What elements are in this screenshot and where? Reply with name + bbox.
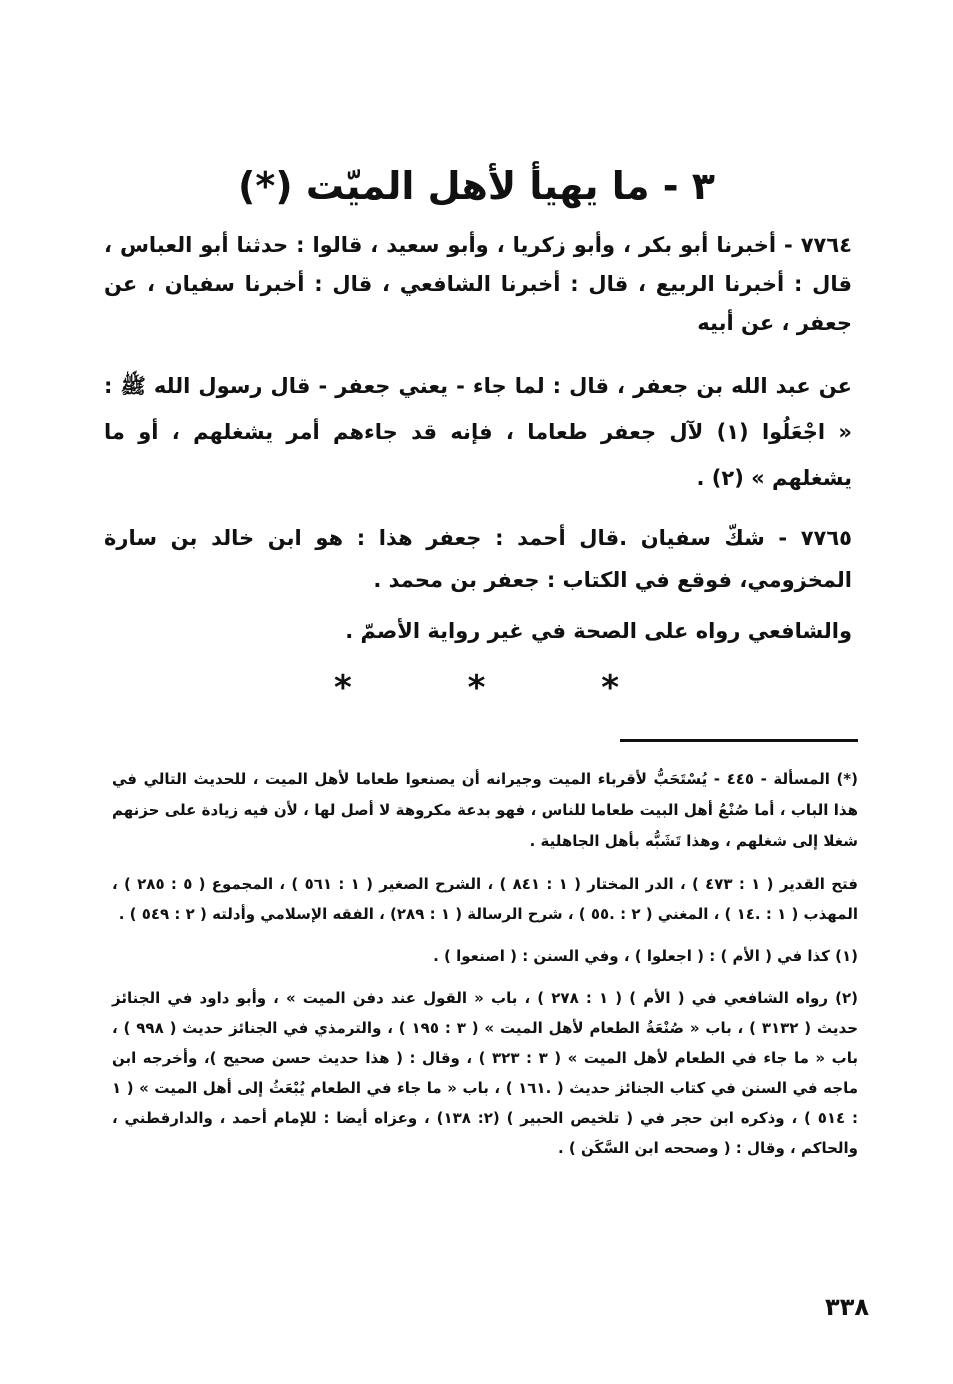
hadith-7765-note: والشافعي رواه على الصحة في غير رواية الأصمّ . [345,619,852,643]
hadith-7764-matn: عن عبد الله بن جعفر ، قال : لما جاء - يعني جعفر - قال رسول الله ﷺ : « اجْعَلُوا (١) لآل جعفر طعاما ، فإنه قد جاءهم أمر يشغلهم ، أو ما يشغلهم » (٢) . [104,374,852,490]
footnote-2: (٢) رواه الشافعي في ( الأم ) ( ١ : ٢٧٨ ) ، باب « القول عند دفن الميت » ، وأبو داود في الجنائز حديث ( ٣١٣٢ ) ، باب « صُنْعَةُ الطعام لأهل الميت » ( ٣ : ١٩٥ ) ، والترمذي في الجنائز حديث ( ٩٩٨ ) ، باب « ما جاء في الطعام لأهل الميت » ( ٣ : ٣٢٣ ) ، وقال : ( هذا حديث حسن صحيح )، وأخرجه ابن ماجه في السنن في كتاب الجنائز حديث ( .١٦١ ) ، باب « ما جاء في الطعام يُبْعَثُ إلى أهل الميت » ( ١ : ٥١٤ ) ، وذكره ابن حجر في ( تلخيص الحبير ) (٢: ١٣٨) ، وعزاه أيضا : للإمام أحمد ، والدارقطني ، والحاكم ، وقال : ( وصححه ابن السَّكَن ) . [112,989,859,1157]
page-number: ٣٣٨ [825,1293,869,1321]
footnote-1: (١) كذا في ( الأم ) : ( اجعلوا ) ، وفي السنن : ( اصنعوا ) . [433,947,858,965]
footnotes [112,764,858,1163]
footnote-star: (*) المسألة - ٤٤٥ - يُسْتَحَبُّ لأقرباء الميت وجيرانه أن يصنعوا طعاما لأهل الميت ، للحديث التالي في هذا الباب ، أما صُنْعُ أهل البيت طعاما للناس ، فهو بدعة مكروهة لا أصل لها ، لأن فيه زيادة على حزنهم شغلا إلى شغلهم ، وهذا تَشَبُّه بأهل الجاهلية . [112,770,859,850]
section-separator: * * * [333,668,671,708]
footnote-star-references: فتح القدير ( ١ : ٤٧٣ ) ، الدر المختار ( ١ : ٨٤١ ) ، الشرح الصغير ( ١ : ٥٦١ ) ، المجموع ( ٥ : ٢٨٥ ) ، المهذب ( ١ : .١٤ ) ، المغني ( ٢ : .٥٥ ) ، شرح الرسالة ( ١ : ٢٨٩) ، الفقه الإسلامي وأدلته ( ٢ : ٥٤٩ ) . [112,875,858,923]
chapter-title: ٣ - ما يهيأ لأهل الميّت (*) [238,164,715,208]
hadith-7765: ٧٧٦٥ - شكّ سفيان .قال أحمد : جعفر هذا : هو ابن خالد بن سارة المخزومي، فوقع في الكتاب : جعفر بن محمد . [104,526,852,592]
main-text [104,226,852,651]
footnote-rule [620,739,858,742]
hadith-7764-isnad: ٧٧٦٤ - أخبرنا أبو بكر ، وأبو زكريا ، وأبو سعيد ، قالوا : حدثنا أبو العباس ، قال : أخبرنا الربيع ، قال : أخبرنا الشافعي ، قال : أخبرنا سفيان ، عن جعفر ، عن أبيه [104,233,852,335]
